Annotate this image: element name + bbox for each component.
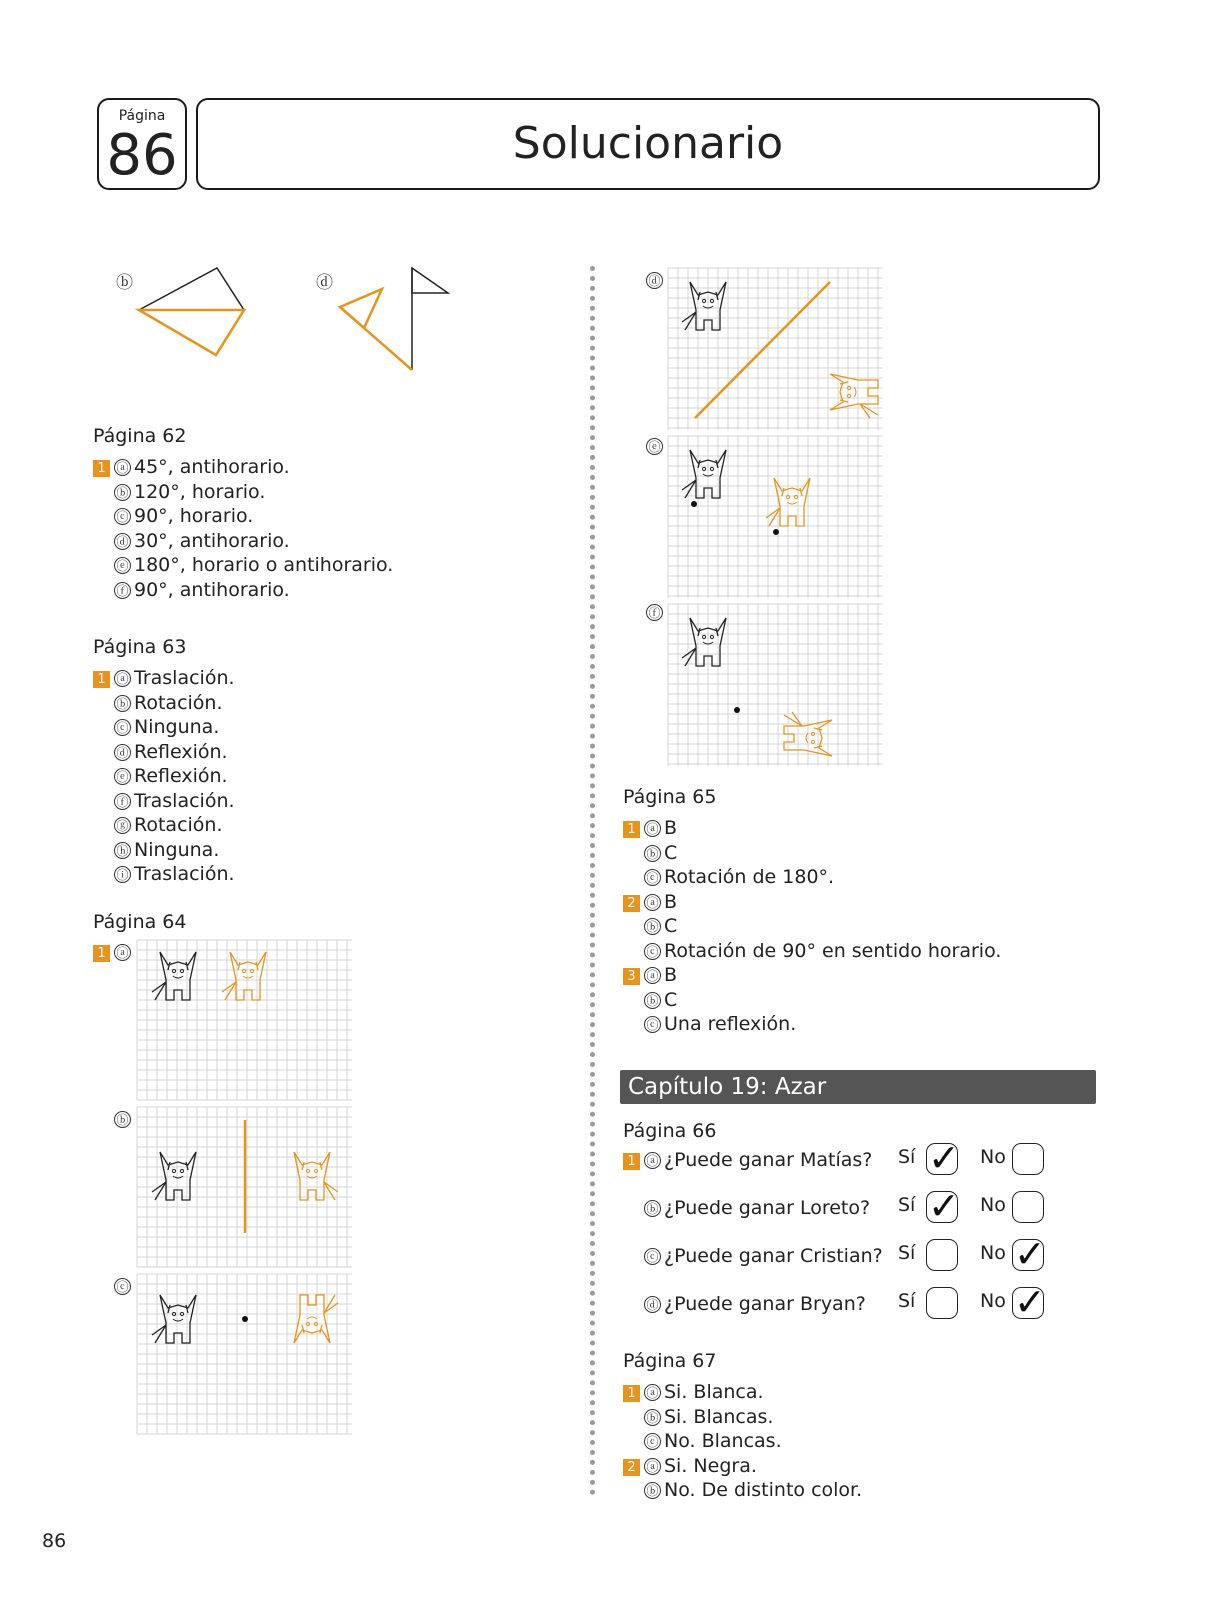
answer-row xyxy=(623,890,1001,915)
item-letter: ⓑ xyxy=(644,845,661,862)
page-67-answers xyxy=(623,1380,862,1503)
item-letter: ⓐ xyxy=(644,894,661,911)
cat-original xyxy=(152,1152,196,1200)
page-title: Solucionario xyxy=(512,118,784,169)
answer-text: 30°, antihorario. xyxy=(134,529,290,552)
no-label: No xyxy=(980,1290,1006,1312)
question-row-d xyxy=(623,1292,866,1316)
cat-original xyxy=(682,282,726,330)
item-letter: ⓒ xyxy=(644,943,661,960)
no-label: No xyxy=(980,1242,1006,1264)
item-letter: ⓑ xyxy=(114,484,131,501)
yes-no-row-b xyxy=(898,1184,1053,1228)
question-number: 1 xyxy=(93,671,110,688)
checkmark-icon: ✓ xyxy=(1014,1280,1046,1324)
item-letter: ⓑ xyxy=(644,992,661,1009)
question-row-c xyxy=(623,1244,883,1268)
page-63-heading: Página 63 xyxy=(93,636,187,658)
page-number: 86 xyxy=(106,123,178,188)
answer-text: 120°, horario. xyxy=(134,480,266,503)
cat-translated xyxy=(222,952,266,1000)
yes-label: Sí xyxy=(898,1194,916,1216)
item-letter: ⓓ xyxy=(114,744,131,761)
answer-row xyxy=(623,1478,862,1503)
answer-text: C xyxy=(664,988,678,1011)
item-letter: ⓑ xyxy=(644,1409,661,1426)
page-67-heading: Página 67 xyxy=(623,1350,717,1372)
answer-text: B xyxy=(664,964,678,986)
question-text: ¿Puede ganar Bryan? xyxy=(664,1293,866,1315)
cat-reflected xyxy=(830,374,878,418)
no-checkbox[interactable] xyxy=(1012,1143,1044,1175)
page-65-answers xyxy=(623,816,1001,1037)
no-label: No xyxy=(980,1194,1006,1216)
item-letter: ⓒ xyxy=(644,1016,661,1033)
item-letter: ⓐ xyxy=(644,820,661,837)
answer-text: No. Blancas. xyxy=(664,1430,782,1452)
answer-text: Rotación. xyxy=(134,691,223,714)
question-number: 1 xyxy=(623,1153,640,1170)
item-letter: ⓒ xyxy=(644,1248,661,1265)
item-letter: ⓗ xyxy=(114,842,131,859)
item-letter: ⓖ xyxy=(114,817,131,834)
page-label: Página xyxy=(118,108,166,124)
item-letter: ⓒ xyxy=(114,1278,131,1295)
rotation-center xyxy=(242,1316,248,1322)
question-text: ¿Puede ganar Cristian? xyxy=(664,1245,883,1267)
answer-text: Si. Blanca. xyxy=(664,1381,764,1403)
answer-row xyxy=(623,816,1001,841)
answer-text: Reflexión. xyxy=(134,740,228,763)
yes-checkbox[interactable] xyxy=(926,1287,958,1319)
question-number: 1 xyxy=(93,945,110,962)
item-letter: ⓕ xyxy=(114,582,131,599)
item-letter: ⓒ xyxy=(114,508,131,525)
answer-text: 90°, antihorario. xyxy=(134,578,290,601)
answer-row xyxy=(623,1429,862,1454)
item-letter: ⓐ xyxy=(114,670,131,687)
question-row-b xyxy=(623,1196,870,1220)
page-66-heading: Página 66 xyxy=(623,1120,717,1142)
answer-text: 45°, antihorario. xyxy=(134,456,290,478)
answer-text: Rotación de 90° en sentido horario. xyxy=(664,939,1002,962)
figure-label-d-right: ⓓ xyxy=(646,268,666,293)
item-letter: ⓒ xyxy=(644,869,661,886)
answer-row xyxy=(623,914,1001,939)
item-letter: ⓐ xyxy=(644,1152,661,1169)
item-letter: ⓒ xyxy=(114,719,131,736)
answer-text: Ninguna. xyxy=(134,716,220,738)
yes-label: Sí xyxy=(898,1290,916,1312)
checkmark-icon: ✓ xyxy=(928,1136,960,1180)
answer-text: Traslación. xyxy=(134,667,235,689)
answer-row xyxy=(623,865,1001,890)
answer-text: 90°, horario. xyxy=(134,505,254,527)
answer-row xyxy=(623,1454,862,1479)
item-letter: ⓐ xyxy=(114,944,131,961)
page-64-heading: Página 64 xyxy=(93,911,187,933)
column-divider xyxy=(590,266,595,1496)
point-translated xyxy=(773,529,779,535)
item-letter: ⓐ xyxy=(644,1458,661,1475)
footer-page-number: 86 xyxy=(42,1530,67,1552)
item-letter: ⓒ xyxy=(644,1433,661,1450)
figure-label-e-right: ⓔ xyxy=(646,434,666,459)
cat-reflected xyxy=(294,1152,338,1200)
figure-label-f-right: ⓕ xyxy=(646,600,666,625)
checkmark-icon: ✓ xyxy=(928,1184,960,1228)
item-letter: ⓓ xyxy=(644,1296,661,1313)
answer-text: B xyxy=(664,890,678,913)
question-number: 1 xyxy=(623,821,640,838)
yes-no-row-d xyxy=(898,1280,1053,1324)
answer-text: Reflexión. xyxy=(134,765,228,787)
answer-text: 180°, horario o antihorario. xyxy=(134,554,394,576)
grid-64-c xyxy=(137,1274,352,1434)
answer-row xyxy=(623,939,1001,964)
no-checkbox[interactable] xyxy=(1012,1191,1044,1223)
question-text: ¿Puede ganar Loreto? xyxy=(664,1197,871,1219)
answer-text: Ninguna. xyxy=(134,838,220,861)
point-original xyxy=(691,501,697,507)
cat-original xyxy=(152,952,196,1000)
answer-row xyxy=(623,988,1001,1013)
checkmark-icon: ✓ xyxy=(1014,1232,1046,1276)
yes-no-row-c xyxy=(898,1232,1053,1276)
cat-rotated xyxy=(294,1295,338,1343)
answer-text: Si. Blancas. xyxy=(664,1405,774,1428)
answer-row xyxy=(623,1380,862,1405)
answer-row xyxy=(623,963,1001,988)
question-row-a xyxy=(623,1148,872,1172)
question-number: 3 xyxy=(623,968,640,985)
item-letter: ⓔ xyxy=(114,557,131,574)
answer-row xyxy=(623,1012,1001,1037)
question-number: 2 xyxy=(623,1459,640,1476)
cat-original xyxy=(682,618,726,666)
no-label: No xyxy=(980,1146,1006,1168)
answer-text: Si. Negra. xyxy=(664,1454,757,1477)
yes-label: Sí xyxy=(898,1242,916,1264)
answer-row xyxy=(623,1405,862,1430)
answer-text: Rotación. xyxy=(134,814,223,836)
item-letter: ⓑ xyxy=(114,695,131,712)
answer-text: Traslación. xyxy=(134,863,235,885)
item-letter: ⓕ xyxy=(114,793,131,810)
rotation-center xyxy=(734,707,740,713)
item-letter: ⓑ xyxy=(644,918,661,935)
item-letter: ⓑ xyxy=(114,1111,131,1128)
answer-text: Una reflexión. xyxy=(664,1013,797,1035)
cat-original xyxy=(152,1295,196,1343)
answer-text: C xyxy=(664,915,678,937)
answer-text: C xyxy=(664,841,678,864)
item-letter: ⓘ xyxy=(114,866,131,883)
answer-text: Traslación. xyxy=(134,789,235,812)
question-number: 1 xyxy=(93,460,110,477)
cat-original xyxy=(682,450,726,498)
yes-checkbox[interactable] xyxy=(926,1239,958,1271)
question-number: 1 xyxy=(623,1385,640,1402)
answer-text: B xyxy=(664,817,678,839)
page-65-heading: Página 65 xyxy=(623,786,717,808)
question-text: ¿Puede ganar Matías? xyxy=(664,1149,873,1171)
item-letter: ⓐ xyxy=(644,967,661,984)
figure-label-b: ⓑ xyxy=(116,273,133,293)
item-letter: ⓓ xyxy=(114,533,131,550)
item-letter: ⓑ xyxy=(644,1200,661,1217)
answer-row xyxy=(623,841,1001,866)
item-letter: ⓑ xyxy=(644,1482,661,1499)
page-62-heading: Página 62 xyxy=(93,425,187,447)
yes-label: Sí xyxy=(898,1146,916,1168)
item-letter: ⓔ xyxy=(114,768,131,785)
item-letter: ⓐ xyxy=(644,1384,661,1401)
question-number: 2 xyxy=(623,895,640,912)
item-letter: ⓐ xyxy=(114,459,131,476)
figure-label-d: ⓓ xyxy=(316,273,333,293)
chapter-heading: Capítulo 19: Azar xyxy=(620,1070,1096,1104)
yes-no-row-a xyxy=(898,1136,1053,1180)
answer-text: No. De distinto color. xyxy=(664,1479,863,1501)
answer-text: Rotación de 180°. xyxy=(664,866,835,888)
